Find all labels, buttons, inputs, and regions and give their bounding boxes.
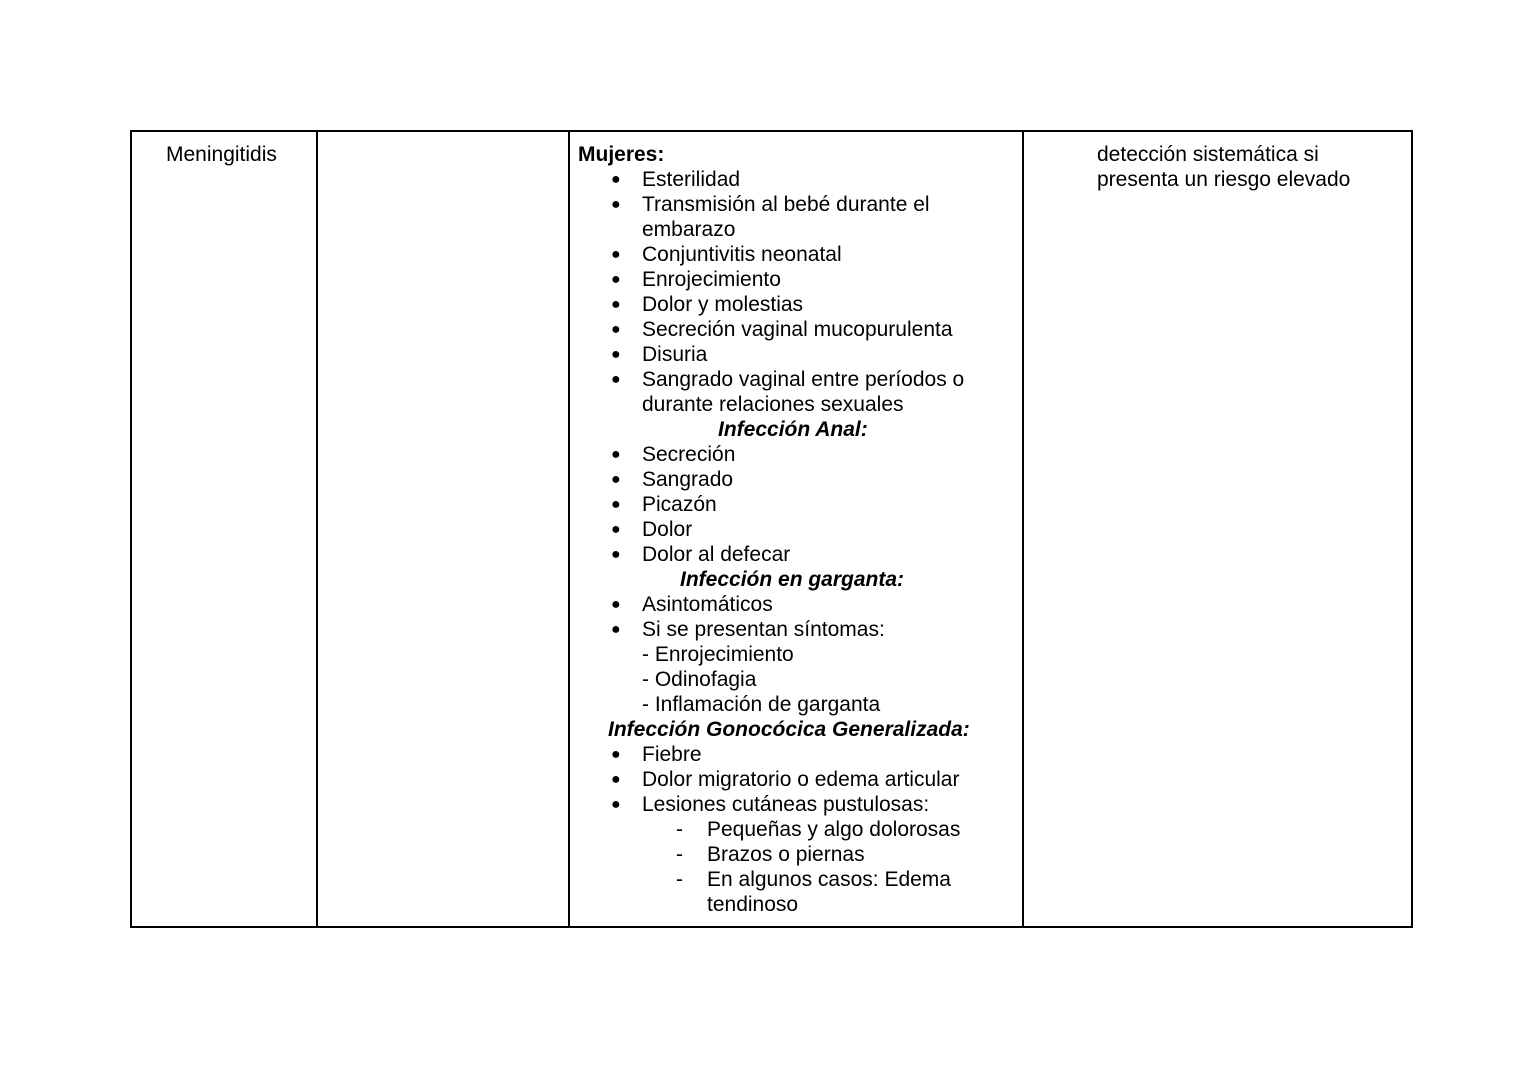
list-item: Sangrado vaginal entre períodos o xyxy=(642,368,965,391)
cell-pathogen-name: Meningitidis xyxy=(166,143,277,166)
dash-marker: - xyxy=(676,818,683,841)
bullet-icon: ● xyxy=(611,746,621,763)
sub-list-item: - Odinofagia xyxy=(642,668,757,691)
list-item: Dolor al defecar xyxy=(642,543,791,566)
list-item: Dolor xyxy=(642,518,693,541)
bullet-icon: ● xyxy=(611,271,621,288)
list-item: Conjuntivitis neonatal xyxy=(642,243,842,266)
list-item: Fiebre xyxy=(642,743,702,766)
column-divider-2 xyxy=(568,132,570,926)
list-item: Transmisión al bebé durante el xyxy=(642,193,930,216)
sub-list-item: - Inflamación de garganta xyxy=(642,693,881,716)
list-item: Enrojecimiento xyxy=(642,268,781,291)
bullet-icon: ● xyxy=(611,446,621,463)
bullet-icon: ● xyxy=(611,796,621,813)
dash-marker: - xyxy=(676,868,683,891)
bullet-icon: ● xyxy=(611,496,621,513)
bullet-icon: ● xyxy=(611,771,621,788)
anal-infection-heading: Infección Anal: xyxy=(718,418,868,441)
screening-note-line-1: detección sistemática si xyxy=(1097,143,1319,166)
sub-list-item: Brazos o piernas xyxy=(707,843,865,866)
generalized-infection-heading: Infección Gonocócica Generalizada: xyxy=(608,718,970,741)
bullet-icon: ● xyxy=(611,296,621,313)
list-item: Secreción vaginal mucopurulenta xyxy=(642,318,953,341)
bullet-icon: ● xyxy=(611,246,621,263)
dash-marker: - xyxy=(676,843,683,866)
list-item: Asintomáticos xyxy=(642,593,773,616)
list-item: Picazón xyxy=(642,493,717,516)
bullet-icon: ● xyxy=(611,346,621,363)
bullet-icon: ● xyxy=(611,546,621,563)
bullet-icon: ● xyxy=(611,471,621,488)
column-divider-1 xyxy=(316,132,318,926)
bullet-icon: ● xyxy=(611,171,621,188)
list-item: Sangrado xyxy=(642,468,734,491)
list-item: Dolor migratorio o edema articular xyxy=(642,768,960,791)
list-item: Disuria xyxy=(642,343,708,366)
women-heading: Mujeres: xyxy=(578,143,665,166)
list-item-continuation: durante relaciones sexuales xyxy=(642,393,904,416)
list-item-continuation: embarazo xyxy=(642,218,736,241)
list-item: Si se presentan síntomas: xyxy=(642,618,885,641)
list-item: Dolor y molestias xyxy=(642,293,804,316)
sub-list-item: Pequeñas y algo dolorosas xyxy=(707,818,961,841)
list-item: Esterilidad xyxy=(642,168,741,191)
sub-list-item-continuation: tendinoso xyxy=(707,893,799,916)
bullet-icon: ● xyxy=(611,321,621,338)
bullet-icon: ● xyxy=(611,621,621,638)
column-divider-3 xyxy=(1022,132,1024,926)
sub-list-item: En algunos casos: Edema xyxy=(707,868,951,891)
sub-list-item: - Enrojecimiento xyxy=(642,643,794,666)
screening-note-line-2: presenta un riesgo elevado xyxy=(1097,168,1351,191)
list-item: Secreción xyxy=(642,443,736,466)
bullet-icon: ● xyxy=(611,521,621,538)
bullet-icon: ● xyxy=(611,596,621,613)
list-item: Lesiones cutáneas pustulosas: xyxy=(642,793,930,816)
throat-infection-heading: Infección en garganta: xyxy=(680,568,905,591)
bullet-icon: ● xyxy=(611,196,621,213)
bullet-icon: ● xyxy=(611,371,621,388)
